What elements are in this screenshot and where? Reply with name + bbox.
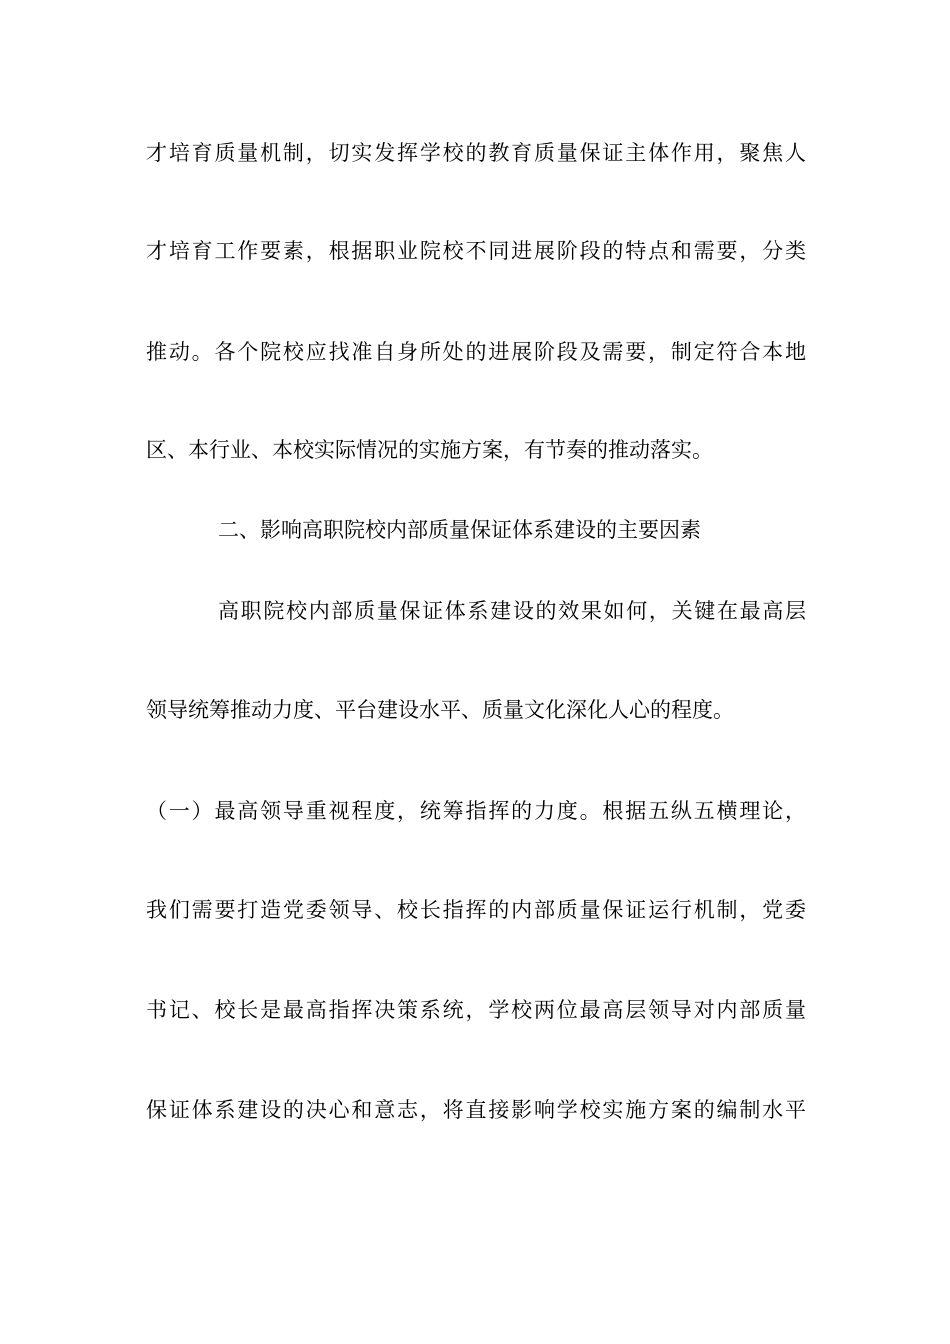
subsection-paragraph-line: （一）最高领导重视程度，统筹指挥的力度。根据五纵五横理论，	[146, 799, 806, 823]
paragraph-line: 才培育工作要素，根据职业院校不同进展阶段的特点和需要，分类	[146, 239, 806, 263]
section-heading: 二、影响高职院校内部质量保证体系建设的主要因素	[218, 518, 701, 542]
paragraph-line: 保证体系建设的决心和意志，将直接影响学校实施方案的编制水平	[146, 1098, 806, 1122]
paragraph-line: 才培育质量机制，切实发挥学校的教育质量保证主体作用，聚焦人	[146, 141, 806, 165]
paragraph-line: 书记、校长是最高指挥决策系统，学校两位最高层领导对内部质量	[146, 998, 806, 1022]
paragraph-line: 领导统筹推动力度、平台建设水平、质量文化深化人心的程度。	[146, 698, 734, 722]
paragraph-line: 高职院校内部质量保证体系建设的效果如何，关键在最高层	[218, 599, 806, 623]
paragraph-line: 区、本行业、本校实际情况的实施方案，有节奏的推动落实。	[146, 438, 713, 462]
paragraph-line: 我们需要打造党委领导、校长指挥的内部质量保证运行机制，党委	[146, 898, 806, 922]
paragraph-line: 推动。各个院校应找准自身所处的进展阶段及需要，制定符合本地	[146, 340, 806, 364]
